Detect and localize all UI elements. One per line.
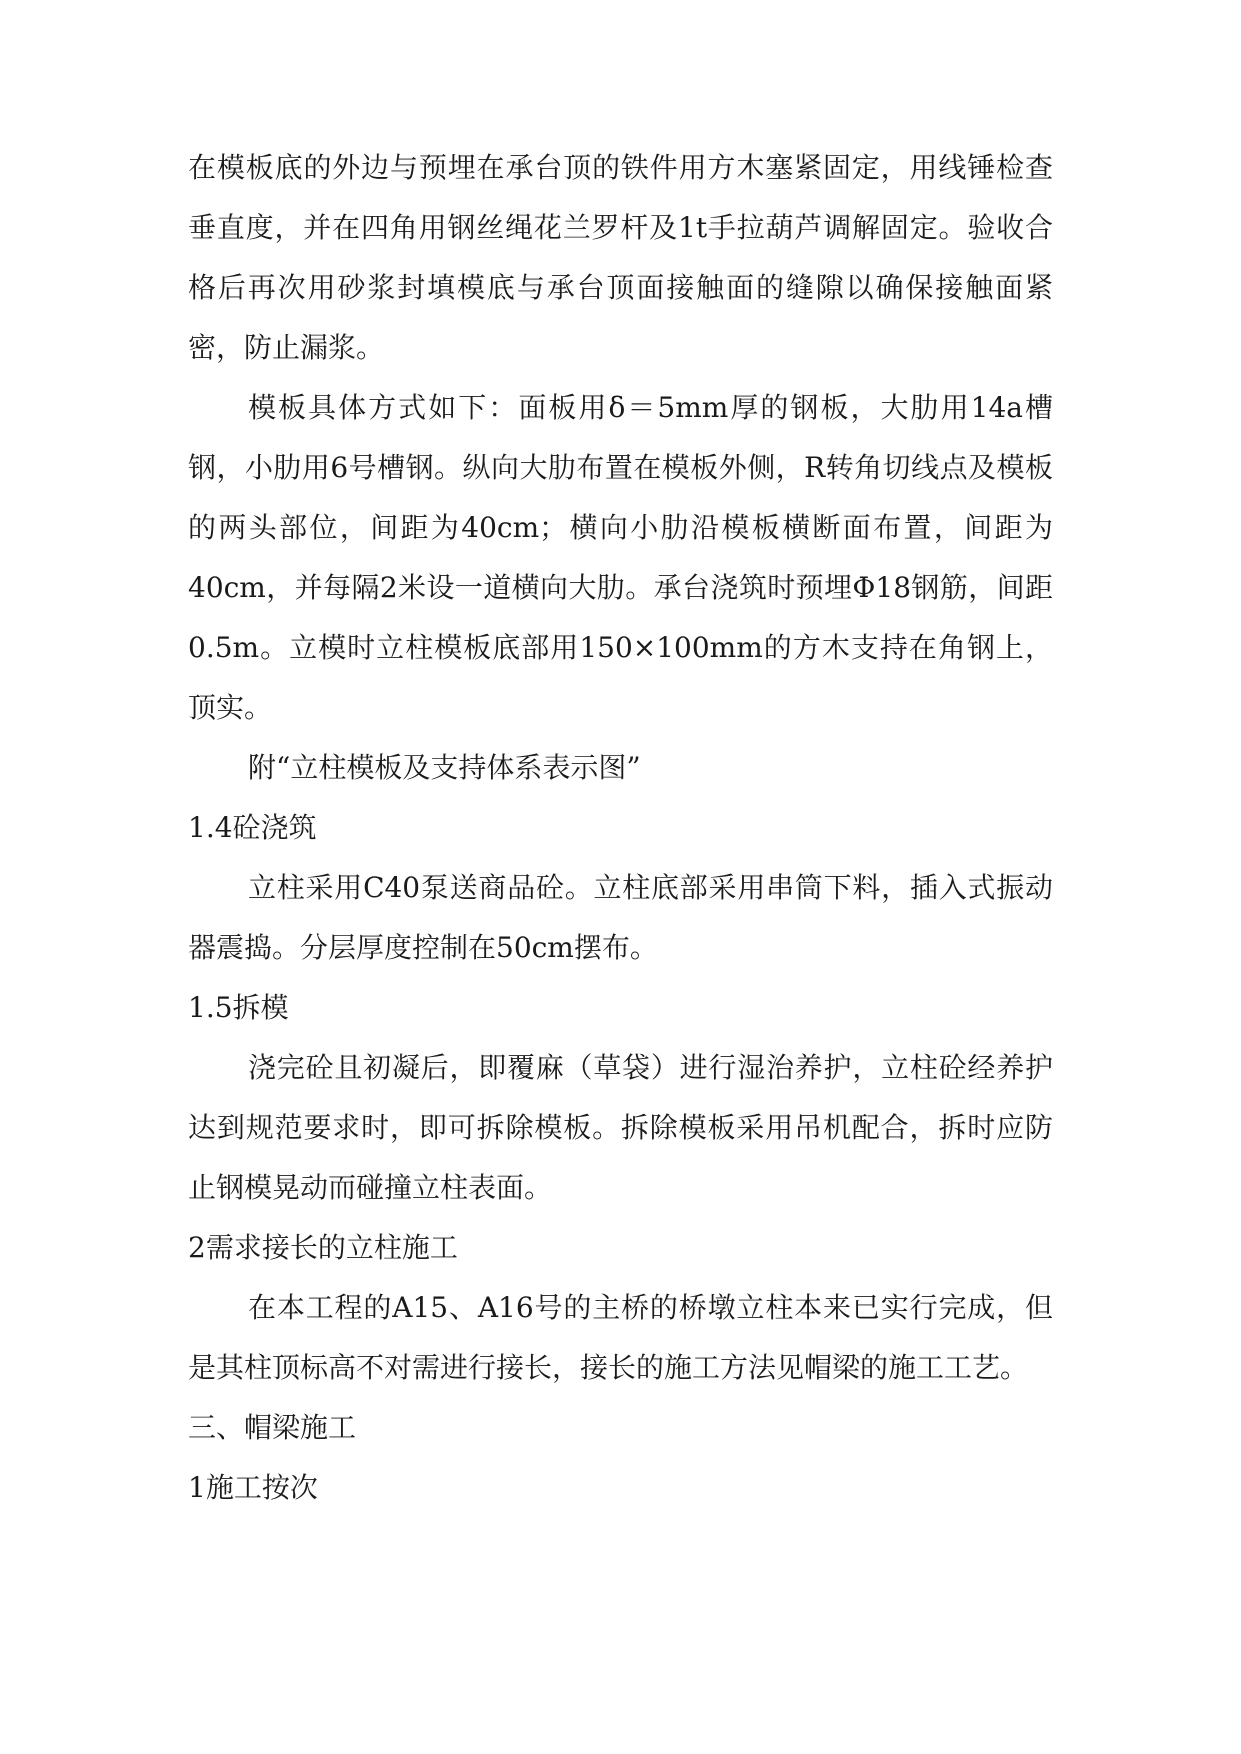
section-heading-cap-beam: 三、帽梁施工 [188, 1411, 357, 1444]
section-heading-column-extension: 2需求接长的立柱施工 [188, 1231, 458, 1264]
paragraph-column-extension: 在本工程的A15、A16号的主桥的桥墩立柱本来已实行完成，但是其柱顶标高不对需进行接长，接长的施工方法见帽梁的施工工艺。 [188, 1291, 1053, 1384]
section-heading-concrete-pouring: 1.4砼浇筑 [188, 811, 317, 844]
paragraph-continuation: 在模板底的外边与预埋在承台顶的铁件用方木塞紧固定，用线锤检查垂直度，并在四角用钢丝绳花兰罗杆及1t手拉葫芦调解固定。验收合格后再次用砂浆封填模底与承台顶面接触面的缝隙以确保接触面紧密，防止漏浆。 [188, 151, 1053, 364]
section-heading-formwork-removal: 1.5拆模 [188, 991, 289, 1024]
paragraph-formwork-removal: 浇完砼且初凝后，即覆麻（草袋）进行湿治养护，立柱砼经养护达到规范要求时，即可拆除模板。拆除模板采用吊机配合，拆时应防止钢模晃动而碰撞立柱表面。 [188, 1051, 1053, 1204]
document-body [188, 138, 1053, 1518]
figure-reference: 附“立柱模板及支持体系表示图” [248, 751, 641, 784]
section-heading-construction-sequence: 1施工按次 [188, 1471, 318, 1504]
paragraph-concrete-pouring: 立柱采用C40泵送商品砼。立柱底部采用串筒下料，插入式振动器震捣。分层厚度控制在50cm摆布。 [188, 871, 1053, 964]
paragraph-formwork-details: 模板具体方式如下：面板用δ＝5mm厚的钢板，大肋用14a槽钢，小肋用6号槽钢。纵向大肋布置在模板外侧，R转角切线点及模板的两头部位，间距为40cm；横向小肋沿模板横断面布置，间距为40cm，并每隔2米设一道横向大肋。承台浇筑时预埋Φ18钢筋，间距0.5m。立模时立柱模板底部用150×100mm的方木支持在角钢上，顶实。 [188, 391, 1053, 724]
